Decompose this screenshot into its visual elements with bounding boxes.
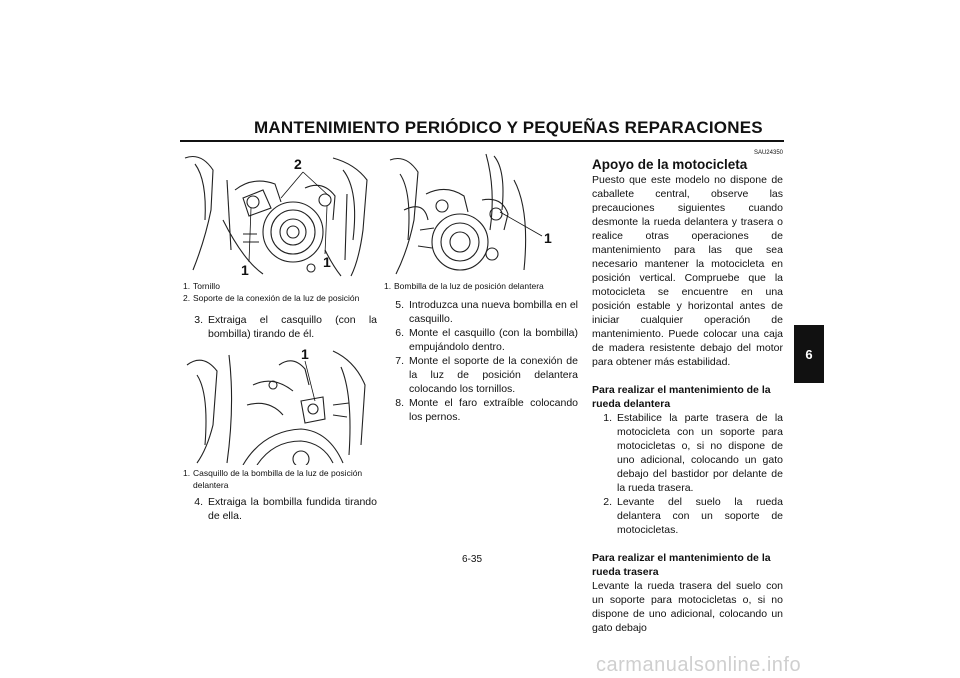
section-body <box>592 173 783 635</box>
callout-1b: 1 <box>323 254 331 270</box>
step-item: 1. Estabilice la parte trasera de la motocicleta con un soporte para motocicletas o, si no dispone de uno adicional, colocando un gato debajo del bastidor por delante de la rueda trasera. <box>603 412 783 494</box>
caption-item: 1. Tornillo <box>183 281 220 291</box>
rear-wheel-heading: Para realizar el mantenimiento de la rueda trasera <box>592 552 771 578</box>
step-item: 7. Monte el soporte de la conexión de la luz de posición delantera colocando los tornillos. <box>395 355 578 395</box>
page-header: MANTENIMIENTO PERIÓDICO Y PEQUEÑAS REPARACIONES <box>254 118 763 137</box>
figure-position-light-bracket <box>183 150 369 278</box>
watermark: carmanualsonline.info <box>596 654 802 676</box>
callout-1: 1 <box>301 346 309 362</box>
figure-bulb-socket <box>183 345 369 465</box>
engine-illustration-3 <box>384 150 570 278</box>
step-item: 8. Monte el faro extraíble colocando los pernos. <box>395 397 578 423</box>
figure-1-caption <box>183 281 377 304</box>
caption-item: 1. Casquillo de la bombilla de la luz de posición delantera <box>183 468 363 490</box>
figure-3-caption <box>384 281 578 293</box>
step-item: 6. Monte el casquillo (con la bombilla) empujándolo dentro. <box>395 327 578 353</box>
section-title: Apoyo de la motocicleta <box>592 157 748 172</box>
caption-item: 2. Soporte de la conexión de la luz de posición <box>183 292 360 303</box>
step-list-5-8 <box>384 298 578 424</box>
figure-2-caption <box>183 468 377 491</box>
step-item: 3. Extraiga el casquillo (con la bombilla) tirando de él. <box>194 314 377 340</box>
callout-1a: 1 <box>241 262 249 278</box>
page-number: 6-35 <box>462 554 483 565</box>
section-code: SAU24350 <box>753 150 783 156</box>
engine-illustration-2 <box>183 345 369 465</box>
callout-1: 1 <box>544 230 552 246</box>
chapter-tab: 6 <box>794 325 824 383</box>
rear-wheel-paragraph: Levante la rueda trasera del suelo con un soporte para motocicletas o, si no dispone de uno adicional, colocando un gato debajo <box>592 580 783 634</box>
step-list-4 <box>183 495 377 523</box>
front-wheel-heading: Para realizar el mantenimiento de la rueda delantera <box>592 384 771 410</box>
caption-item: 1. Bombilla de la luz de posición delantera <box>384 281 544 291</box>
header-rule <box>180 140 784 142</box>
step-list-3 <box>183 313 377 341</box>
callout-2: 2 <box>294 156 302 172</box>
step-item: 2. Levante del suelo la rueda delantera con un soporte de motocicletas. <box>603 496 783 536</box>
intro-paragraph: Puesto que este modelo no dispone de caballete central, observe las precauciones siguientes cuando desmonte la rueda delantera y trasera o realice otras operaciones de mantenimiento para las que sea necesario mantener la motocicleta en posición vertical. Compruebe que la motocicleta se encuentre en una posición estable y horizontal antes de iniciar cualquier operación de mantenimiento. Puede colocar una caja de madera resistente debajo del motor para obtener más estabilidad. <box>592 174 783 368</box>
step-item: 4. Extraiga la bombilla fundida tirando de ella. <box>194 496 377 522</box>
step-item: 5. Introduzca una nueva bombilla en el casquillo. <box>395 299 578 325</box>
figure-position-light-bulb <box>384 150 570 278</box>
engine-illustration-1 <box>183 150 369 278</box>
